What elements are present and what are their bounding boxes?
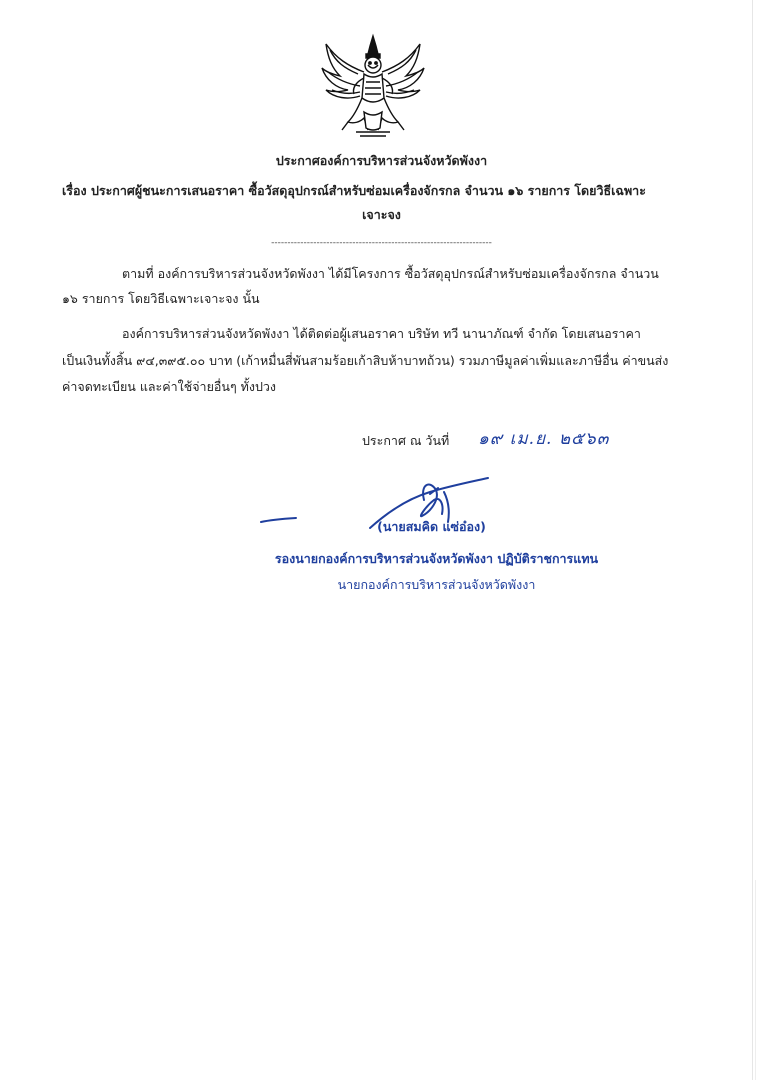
divider-line: -------------------------------------------------------------------- [271, 238, 492, 248]
subject-line-continued: เจาะจง [362, 207, 401, 222]
subject-line: เรื่อง ประกาศผู้ชนะการเสนอราคา ซื้อวัสดุอุปกรณ์สำหรับซ่อมเครื่องจักรกล จำนวน ๑๖ รายการ โดยวิธีเฉพาะ [62, 183, 646, 198]
signatory-name: (นายสมคิด แซ่อ๋อง) [377, 519, 486, 534]
paragraph-2-line-3: ค่าจดทะเบียน และค่าใช้จ่ายอื่นๆ ทั้งปวง [62, 379, 277, 394]
paragraph-1-line-2: ๑๖ รายการ โดยวิธีเฉพาะเจาะจง นั้น [62, 291, 260, 306]
paragraph-2-line-1: องค์การบริหารส่วนจังหวัดพังงา ได้ติดต่อผู้เสนอราคา บริษัท ทวี นานาภัณฑ์ จำกัด โดยเสนอราคา [122, 326, 641, 341]
document-title: ประกาศองค์การบริหารส่วนจังหวัดพังงา [275, 153, 488, 168]
paragraph-2-line-2: เป็นเงินทั้งสิ้น ๙๔,๓๙๕.๐๐ บาท (เก้าหมื่นสี่พันสามร้อยเก้าสิบห้าบาทถ้วน) รวมภาษีมูลค่าเพิ่มและภาษีอื่น ค่าขนส่ง [62, 353, 669, 368]
handwritten-date: ๑๙ เม.ย. ๒๕๖๓ [478, 429, 610, 449]
announcement-date-label: ประกาศ ณ วันที่ [362, 433, 450, 448]
garuda-emblem-icon [318, 32, 428, 144]
signatory-position-2: นายกองค์การบริหารส่วนจังหวัดพังงา [337, 577, 536, 592]
signatory-position-1: รองนายกองค์การบริหารส่วนจังหวัดพังงา ปฏิบัติราชการแทน [274, 551, 599, 566]
paragraph-1-line-1: ตามที่ องค์การบริหารส่วนจังหวัดพังงา ได้มีโครงการ ซื้อวัสดุอุปกรณ์สำหรับซ่อมเครื่องจักรกล จำนวน [122, 266, 659, 281]
scan-edge-line-secondary [755, 880, 756, 1080]
